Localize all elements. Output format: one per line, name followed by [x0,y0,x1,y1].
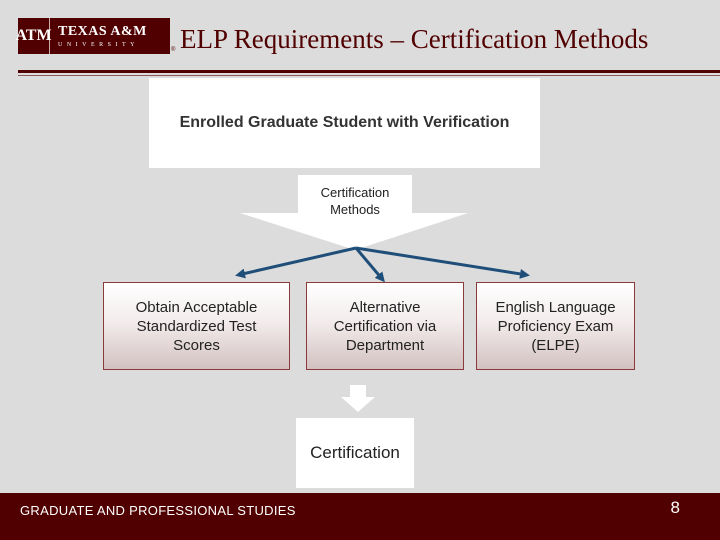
footer-bar [0,493,720,540]
method-test-scores-box: Obtain Acceptable Standardized Test Scores [103,282,290,370]
down-arrow [341,385,375,412]
enrolled-student-box: Enrolled Graduate Student with Verification [149,78,540,168]
arrow-to-elpe [356,248,527,275]
slide-title: ELP Requirements – Certification Methods [180,24,649,54]
certification-result-box: Certification [296,418,414,488]
logo-subtitle: UNIVERSITY [58,41,139,48]
page-number: 8 [670,498,680,517]
arrow-to-test-scores [238,248,356,275]
registered-mark: ® [171,47,176,53]
logo-name: TEXAS A&M [58,23,147,39]
method-department-box: Alternative Certification via Department [306,282,464,370]
method-elpe-box: English Language Proficiency Exam (ELPE) [476,282,635,370]
atm-logo-icon: ATM [18,18,50,54]
footer-text: GRADUATE AND PROFESSIONAL STUDIES [20,503,296,518]
certification-methods-label: Certification Methods [320,185,390,217]
